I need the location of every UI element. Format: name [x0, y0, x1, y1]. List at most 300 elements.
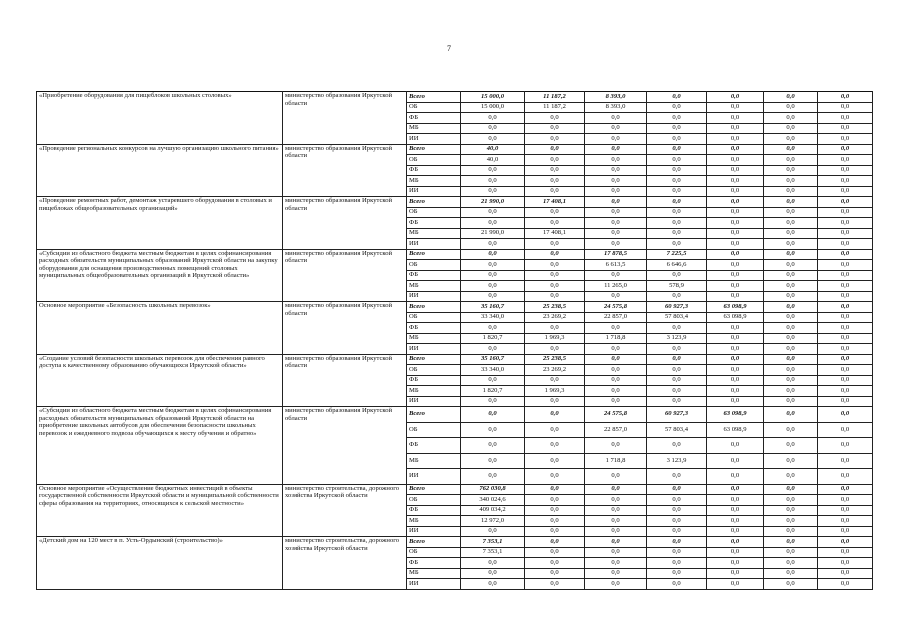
amount-cell: 7 353,1 — [461, 547, 525, 558]
amount-cell: 0,0 — [707, 354, 764, 365]
amount-cell: 0,0 — [525, 323, 585, 334]
table-row — [37, 197, 873, 208]
amount-cell: 0,0 — [647, 579, 707, 590]
amount-cell: 0,0 — [707, 579, 764, 590]
amount-cell: 0,0 — [525, 375, 585, 386]
funding-source-cell: МБ — [407, 568, 461, 579]
amount-cell: 0,0 — [764, 323, 818, 334]
funding-source-cell: МБ — [407, 176, 461, 187]
amount-cell: 0,0 — [461, 526, 525, 537]
amount-cell: 0,0 — [707, 249, 764, 260]
amount-cell: 0,0 — [764, 558, 818, 569]
amount-cell: 0,0 — [764, 579, 818, 590]
amount-cell: 33 340,0 — [461, 312, 525, 323]
funding-source-cell: ФБ — [407, 558, 461, 569]
amount-cell: 0,0 — [647, 344, 707, 355]
amount-cell: 0,0 — [585, 547, 647, 558]
amount-cell: 0,0 — [525, 422, 585, 438]
amount-cell: 0,0 — [707, 270, 764, 281]
amount-cell: 0,0 — [764, 186, 818, 197]
amount-cell: 0,0 — [525, 526, 585, 537]
amount-cell: 0,0 — [647, 568, 707, 579]
amount-cell: 17 408,1 — [525, 228, 585, 239]
amount-cell: 0,0 — [461, 568, 525, 579]
amount-cell: 0,0 — [647, 558, 707, 569]
amount-cell: 0,0 — [647, 144, 707, 155]
executor-cell: министерство строительства, дорожного хозяйства Иркутской области — [283, 484, 407, 537]
amount-cell: 0,0 — [525, 270, 585, 281]
amount-cell: 0,0 — [461, 260, 525, 271]
funding-source-cell: Всего — [407, 144, 461, 155]
amount-cell: 0,0 — [764, 526, 818, 537]
amount-cell: 0,0 — [585, 176, 647, 187]
amount-cell: 0,0 — [707, 123, 764, 134]
funding-source-cell: ОБ — [407, 422, 461, 438]
funding-source-cell: ФБ — [407, 505, 461, 516]
amount-cell: 21 990,0 — [461, 228, 525, 239]
amount-cell: 0,0 — [764, 249, 818, 260]
funding-source-cell: ОБ — [407, 207, 461, 218]
table-row — [37, 354, 873, 365]
funding-source-cell: ОБ — [407, 365, 461, 376]
amount-cell: 0,0 — [647, 186, 707, 197]
amount-cell: 0,0 — [764, 438, 818, 454]
amount-cell: 0,0 — [647, 123, 707, 134]
amount-cell: 0,0 — [764, 453, 818, 469]
amount-cell: 0,0 — [585, 228, 647, 239]
amount-cell: 0,0 — [818, 291, 873, 302]
amount-cell: 0,0 — [647, 438, 707, 454]
amount-cell: 63 098,9 — [707, 422, 764, 438]
amount-cell: 0,0 — [525, 218, 585, 229]
amount-cell: 0,0 — [585, 526, 647, 537]
amount-cell: 0,0 — [764, 396, 818, 407]
amount-cell: 23 269,2 — [525, 365, 585, 376]
amount-cell: 0,0 — [525, 144, 585, 155]
amount-cell: 22 857,0 — [585, 312, 647, 323]
amount-cell: 63 098,9 — [707, 407, 764, 423]
amount-cell: 0,0 — [818, 92, 873, 103]
amount-cell: 0,0 — [707, 207, 764, 218]
funding-source-cell: ИИ — [407, 134, 461, 145]
amount-cell: 0,0 — [707, 155, 764, 166]
amount-cell: 0,0 — [707, 537, 764, 548]
amount-cell: 0,0 — [818, 102, 873, 113]
amount-cell: 0,0 — [647, 218, 707, 229]
amount-cell: 0,0 — [585, 365, 647, 376]
amount-cell: 35 160,7 — [461, 302, 525, 313]
amount-cell: 0,0 — [461, 113, 525, 124]
amount-cell: 0,0 — [764, 505, 818, 516]
amount-cell: 0,0 — [764, 260, 818, 271]
funding-source-cell: ИИ — [407, 469, 461, 485]
amount-cell: 0,0 — [585, 123, 647, 134]
amount-cell: 3 123,9 — [647, 453, 707, 469]
amount-cell: 0,0 — [647, 547, 707, 558]
amount-cell: 0,0 — [707, 495, 764, 506]
funding-source-cell: ОБ — [407, 312, 461, 323]
amount-cell: 0,0 — [818, 249, 873, 260]
amount-cell: 11 187,2 — [525, 102, 585, 113]
funding-source-cell: МБ — [407, 123, 461, 134]
amount-cell: 0,0 — [818, 333, 873, 344]
amount-cell: 60 927,3 — [647, 302, 707, 313]
amount-cell: 0,0 — [585, 386, 647, 397]
amount-cell: 0,0 — [461, 579, 525, 590]
amount-cell: 0,0 — [525, 558, 585, 569]
amount-cell: 0,0 — [818, 144, 873, 155]
amount-cell: 0,0 — [764, 422, 818, 438]
amount-cell: 0,0 — [707, 375, 764, 386]
amount-cell: 0,0 — [707, 92, 764, 103]
amount-cell: 0,0 — [707, 281, 764, 292]
activity-name-cell: «Проведение ремонтных работ, демонтаж устаревшего оборудования в столовых и пищеблоках общеобразовательных организаций» — [37, 197, 283, 250]
amount-cell: 0,0 — [525, 260, 585, 271]
amount-cell: 17 408,1 — [525, 197, 585, 208]
amount-cell: 24 575,8 — [585, 407, 647, 423]
amount-cell: 0,0 — [764, 218, 818, 229]
executor-cell: министерство строительства, дорожного хозяйства Иркутской области — [283, 537, 407, 590]
activity-name-cell: «Проведение региональных конкурсов на лучшую организацию школьного питания» — [37, 144, 283, 197]
amount-cell: 0,0 — [647, 516, 707, 527]
amount-cell: 33 340,0 — [461, 365, 525, 376]
amount-cell: 0,0 — [764, 270, 818, 281]
funding-source-cell: Всего — [407, 537, 461, 548]
amount-cell: 0,0 — [525, 344, 585, 355]
activity-name-cell: «Создание условий безопасности школьных перевозок для обеспечения равного доступа к качественному образованию обучающихся Иркутской области» — [37, 354, 283, 407]
amount-cell: 0,0 — [818, 396, 873, 407]
amount-cell: 6 646,6 — [647, 260, 707, 271]
amount-cell: 0,0 — [707, 526, 764, 537]
amount-cell: 22 857,0 — [585, 422, 647, 438]
amount-cell: 0,0 — [707, 333, 764, 344]
amount-cell: 1 969,3 — [525, 386, 585, 397]
amount-cell: 0,0 — [525, 249, 585, 260]
amount-cell: 0,0 — [461, 422, 525, 438]
amount-cell: 0,0 — [585, 558, 647, 569]
amount-cell: 0,0 — [818, 558, 873, 569]
amount-cell: 0,0 — [707, 547, 764, 558]
amount-cell: 0,0 — [764, 197, 818, 208]
funding-source-cell: МБ — [407, 386, 461, 397]
amount-cell: 1 718,8 — [585, 333, 647, 344]
amount-cell: 0,0 — [764, 102, 818, 113]
amount-cell: 0,0 — [818, 281, 873, 292]
amount-cell: 0,0 — [647, 484, 707, 495]
amount-cell: 0,0 — [764, 333, 818, 344]
amount-cell: 0,0 — [818, 516, 873, 527]
funding-source-cell: МБ — [407, 453, 461, 469]
amount-cell: 0,0 — [818, 228, 873, 239]
amount-cell: 0,0 — [585, 270, 647, 281]
amount-cell: 0,0 — [461, 438, 525, 454]
table-row — [37, 484, 873, 495]
amount-cell: 0,0 — [818, 422, 873, 438]
table-row — [37, 537, 873, 548]
amount-cell: 409 034,2 — [461, 505, 525, 516]
amount-cell: 0,0 — [585, 186, 647, 197]
funding-source-cell: ФБ — [407, 218, 461, 229]
amount-cell: 0,0 — [764, 113, 818, 124]
funding-source-cell: ФБ — [407, 113, 461, 124]
amount-cell: 0,0 — [818, 176, 873, 187]
amount-cell: 0,0 — [764, 176, 818, 187]
amount-cell: 0,0 — [818, 495, 873, 506]
amount-cell: 0,0 — [525, 291, 585, 302]
amount-cell: 0,0 — [647, 92, 707, 103]
page-number: 7 — [447, 44, 451, 53]
funding-source-cell: ИИ — [407, 526, 461, 537]
amount-cell: 0,0 — [585, 155, 647, 166]
amount-cell: 0,0 — [647, 354, 707, 365]
amount-cell: 0,0 — [818, 375, 873, 386]
amount-cell: 0,0 — [764, 144, 818, 155]
amount-cell: 12 972,0 — [461, 516, 525, 527]
amount-cell: 0,0 — [525, 165, 585, 176]
amount-cell: 0,0 — [585, 197, 647, 208]
amount-cell: 762 030,8 — [461, 484, 525, 495]
amount-cell: 0,0 — [764, 537, 818, 548]
amount-cell: 578,9 — [647, 281, 707, 292]
amount-cell: 0,0 — [461, 270, 525, 281]
executor-cell: министерство образования Иркутской области — [283, 354, 407, 407]
amount-cell: 21 990,0 — [461, 197, 525, 208]
amount-cell: 0,0 — [525, 123, 585, 134]
amount-cell: 0,0 — [585, 239, 647, 250]
amount-cell: 0,0 — [461, 165, 525, 176]
amount-cell: 0,0 — [818, 484, 873, 495]
amount-cell: 0,0 — [585, 484, 647, 495]
amount-cell: 0,0 — [707, 365, 764, 376]
amount-cell: 0,0 — [818, 547, 873, 558]
funding-source-cell: ИИ — [407, 291, 461, 302]
amount-cell: 0,0 — [647, 495, 707, 506]
funding-source-cell: ИИ — [407, 396, 461, 407]
executor-cell: министерство образования Иркутской области — [283, 197, 407, 250]
amount-cell: 0,0 — [707, 516, 764, 527]
funding-source-cell: Всего — [407, 407, 461, 423]
amount-cell: 60 927,3 — [647, 407, 707, 423]
amount-cell: 0,0 — [818, 344, 873, 355]
activity-name-cell: Основное мероприятие «Осуществление бюджетных инвестиций в объекты государственной собственности Иркутской области и муниципальной собственности сферы образования на территориях, относящихся к сельской местности» — [37, 484, 283, 537]
amount-cell: 0,0 — [818, 113, 873, 124]
funding-source-cell: Всего — [407, 484, 461, 495]
amount-cell: 0,0 — [525, 407, 585, 423]
amount-cell: 8 393,0 — [585, 102, 647, 113]
amount-cell: 35 160,7 — [461, 354, 525, 365]
amount-cell: 0,0 — [525, 176, 585, 187]
amount-cell: 0,0 — [585, 495, 647, 506]
amount-cell: 0,0 — [525, 396, 585, 407]
amount-cell: 0,0 — [585, 579, 647, 590]
amount-cell: 40,0 — [461, 155, 525, 166]
amount-cell: 0,0 — [764, 407, 818, 423]
amount-cell: 0,0 — [818, 438, 873, 454]
amount-cell: 0,0 — [585, 469, 647, 485]
funding-source-cell: МБ — [407, 333, 461, 344]
amount-cell: 0,0 — [525, 547, 585, 558]
funding-source-cell: ИИ — [407, 344, 461, 355]
amount-cell: 0,0 — [707, 144, 764, 155]
amount-cell: 0,0 — [764, 365, 818, 376]
amount-cell: 0,0 — [461, 558, 525, 569]
amount-cell: 0,0 — [818, 260, 873, 271]
amount-cell: 1 969,3 — [525, 333, 585, 344]
amount-cell: 0,0 — [818, 453, 873, 469]
amount-cell: 0,0 — [461, 239, 525, 250]
amount-cell: 17 878,5 — [585, 249, 647, 260]
amount-cell: 11 265,0 — [585, 281, 647, 292]
amount-cell: 0,0 — [818, 197, 873, 208]
funding-source-cell: МБ — [407, 516, 461, 527]
amount-cell: 0,0 — [525, 438, 585, 454]
funding-source-cell: ОБ — [407, 547, 461, 558]
amount-cell: 0,0 — [764, 165, 818, 176]
amount-cell: 0,0 — [647, 537, 707, 548]
amount-cell: 0,0 — [707, 228, 764, 239]
amount-cell: 0,0 — [707, 218, 764, 229]
amount-cell: 0,0 — [707, 102, 764, 113]
amount-cell: 0,0 — [461, 218, 525, 229]
funding-source-cell: ФБ — [407, 375, 461, 386]
funding-source-cell: ИИ — [407, 239, 461, 250]
amount-cell: 0,0 — [647, 102, 707, 113]
amount-cell: 0,0 — [461, 396, 525, 407]
amount-cell: 0,0 — [525, 484, 585, 495]
amount-cell: 1 718,8 — [585, 453, 647, 469]
amount-cell: 0,0 — [764, 207, 818, 218]
amount-cell: 0,0 — [461, 207, 525, 218]
amount-cell: 0,0 — [461, 123, 525, 134]
amount-cell: 0,0 — [818, 526, 873, 537]
activity-name-cell: «Субсидии из областного бюджета местным бюджетам в целях софинансирования расходных обязательств муниципальных образований Иркутской области на приобретение школьных автобусов для обеспечения безопасности школьных перевозок и ежедневного подвоза обучающихся к месту обучения и обратно» — [37, 407, 283, 485]
amount-cell: 0,0 — [585, 438, 647, 454]
amount-cell: 0,0 — [818, 579, 873, 590]
amount-cell: 0,0 — [764, 516, 818, 527]
amount-cell: 23 269,2 — [525, 312, 585, 323]
activity-name-cell: «Детский дом на 120 мест в п. Усть-Ордынский (строительство)» — [37, 537, 283, 590]
funding-source-cell: ФБ — [407, 270, 461, 281]
amount-cell: 0,0 — [818, 469, 873, 485]
amount-cell: 0,0 — [764, 344, 818, 355]
amount-cell: 57 803,4 — [647, 312, 707, 323]
amount-cell: 0,0 — [707, 291, 764, 302]
amount-cell: 0,0 — [461, 291, 525, 302]
amount-cell: 0,0 — [818, 537, 873, 548]
funding-source-cell: ФБ — [407, 323, 461, 334]
amount-cell: 0,0 — [764, 354, 818, 365]
activity-name-cell: «Субсидии из областного бюджета местным бюджетам в целях софинансирования расходных обязательств муниципальных образований Иркутской области на закупку оборудования для оснащения производственных помещений столовых муниципальных общеобразовательных организаций в Иркутской области» — [37, 249, 283, 302]
amount-cell: 0,0 — [764, 291, 818, 302]
amount-cell: 0,0 — [818, 386, 873, 397]
amount-cell: 0,0 — [525, 186, 585, 197]
amount-cell: 0,0 — [585, 537, 647, 548]
amount-cell: 0,0 — [707, 396, 764, 407]
amount-cell: 0,0 — [818, 134, 873, 145]
amount-cell: 0,0 — [647, 323, 707, 334]
executor-cell: министерство образования Иркутской области — [283, 92, 407, 145]
amount-cell: 0,0 — [585, 207, 647, 218]
amount-cell: 0,0 — [585, 354, 647, 365]
amount-cell: 0,0 — [461, 281, 525, 292]
amount-cell: 0,0 — [764, 547, 818, 558]
amount-cell: 0,0 — [585, 516, 647, 527]
amount-cell: 0,0 — [525, 469, 585, 485]
amount-cell: 0,0 — [525, 281, 585, 292]
amount-cell: 0,0 — [707, 453, 764, 469]
amount-cell: 0,0 — [818, 407, 873, 423]
amount-cell: 0,0 — [585, 134, 647, 145]
amount-cell: 0,0 — [525, 568, 585, 579]
amount-cell: 0,0 — [818, 165, 873, 176]
amount-cell: 0,0 — [764, 228, 818, 239]
amount-cell: 0,0 — [764, 484, 818, 495]
amount-cell: 0,0 — [461, 375, 525, 386]
amount-cell: 0,0 — [764, 568, 818, 579]
amount-cell: 0,0 — [461, 176, 525, 187]
amount-cell: 0,0 — [764, 281, 818, 292]
table-row — [37, 302, 873, 313]
amount-cell: 0,0 — [647, 207, 707, 218]
funding-source-cell: ОБ — [407, 260, 461, 271]
amount-cell: 0,0 — [707, 344, 764, 355]
amount-cell: 0,0 — [818, 186, 873, 197]
amount-cell: 0,0 — [818, 218, 873, 229]
amount-cell: 0,0 — [707, 568, 764, 579]
amount-cell: 0,0 — [818, 155, 873, 166]
amount-cell: 0,0 — [818, 123, 873, 134]
amount-cell: 0,0 — [585, 505, 647, 516]
amount-cell: 6 613,5 — [585, 260, 647, 271]
amount-cell: 0,0 — [585, 396, 647, 407]
amount-cell: 0,0 — [764, 134, 818, 145]
amount-cell: 0,0 — [818, 239, 873, 250]
amount-cell: 0,0 — [707, 165, 764, 176]
amount-cell: 0,0 — [525, 207, 585, 218]
funding-source-cell: Всего — [407, 197, 461, 208]
amount-cell: 0,0 — [585, 218, 647, 229]
amount-cell: 0,0 — [461, 344, 525, 355]
amount-cell: 11 187,2 — [525, 92, 585, 103]
amount-cell: 0,0 — [647, 365, 707, 376]
amount-cell: 0,0 — [764, 386, 818, 397]
amount-cell: 0,0 — [818, 365, 873, 376]
amount-cell: 8 393,0 — [585, 92, 647, 103]
table-row — [37, 92, 873, 103]
amount-cell: 0,0 — [461, 407, 525, 423]
amount-cell: 0,0 — [461, 323, 525, 334]
amount-cell: 0,0 — [647, 469, 707, 485]
amount-cell: 0,0 — [818, 312, 873, 323]
amount-cell: 0,0 — [764, 123, 818, 134]
amount-cell: 0,0 — [707, 558, 764, 569]
amount-cell: 0,0 — [764, 375, 818, 386]
amount-cell: 0,0 — [585, 165, 647, 176]
amount-cell: 0,0 — [764, 312, 818, 323]
amount-cell: 0,0 — [585, 375, 647, 386]
amount-cell: 0,0 — [764, 469, 818, 485]
amount-cell: 0,0 — [647, 386, 707, 397]
amount-cell: 0,0 — [525, 239, 585, 250]
amount-cell: 63 098,9 — [707, 312, 764, 323]
amount-cell: 0,0 — [647, 239, 707, 250]
table-row — [37, 249, 873, 260]
amount-cell: 1 820,7 — [461, 333, 525, 344]
amount-cell: 0,0 — [818, 270, 873, 281]
amount-cell: 0,0 — [818, 207, 873, 218]
executor-cell: министерство образования Иркутской области — [283, 302, 407, 355]
amount-cell: 0,0 — [585, 344, 647, 355]
